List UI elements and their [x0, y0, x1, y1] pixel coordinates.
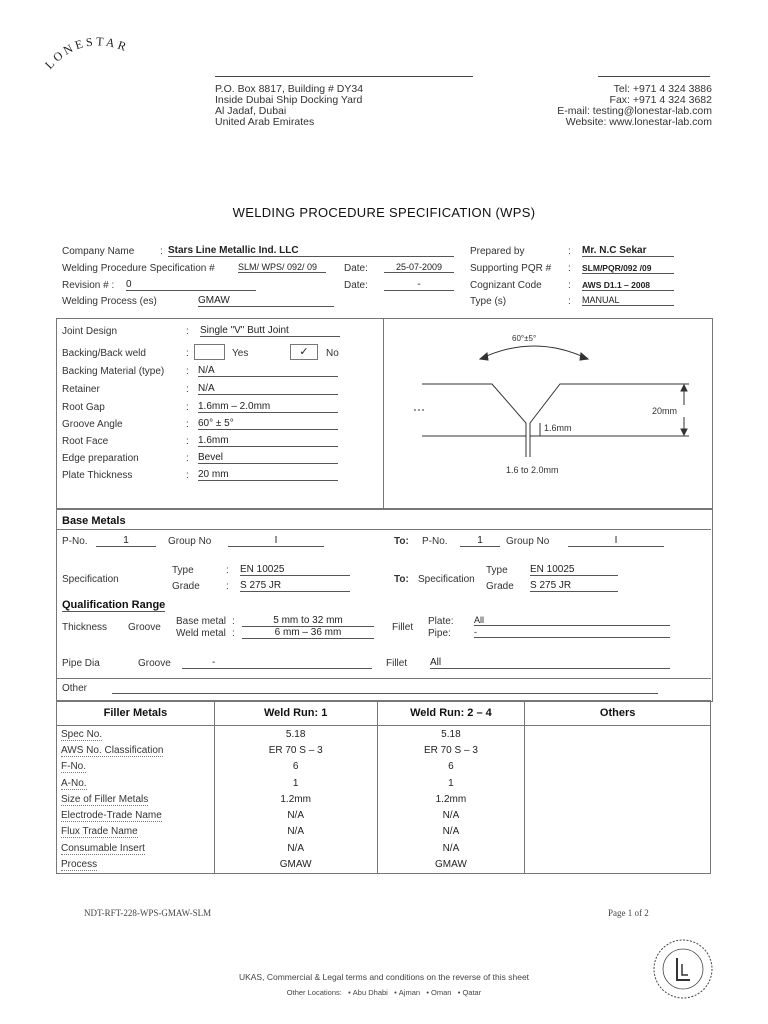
date-label: Date:	[344, 263, 368, 274]
grade-label-left: Grade	[172, 581, 200, 592]
retainer-value: N/A	[198, 383, 338, 395]
type-label-right: Type	[486, 565, 508, 576]
cell-ano-others	[525, 775, 711, 791]
colon: :	[186, 419, 189, 430]
backing-label: Backing/Back weld	[62, 348, 146, 359]
cell-electrode-label	[57, 807, 215, 823]
spec2-label: Specification	[418, 574, 475, 585]
colon: :	[226, 565, 229, 576]
contact-website: Website: www.lonestar-lab.com	[565, 116, 712, 128]
cell-ano-run1: 1	[214, 775, 377, 791]
prepared-value: Mr. N.C Sekar	[582, 245, 674, 257]
qualification-heading: Qualification Range	[62, 599, 166, 611]
svg-text:LONESTAR	[42, 34, 131, 72]
process-row-label: Process	[61, 859, 98, 871]
groove-angle-value: 60° ± 5°	[198, 418, 338, 430]
weld-metal-label: Weld metal	[176, 628, 226, 639]
cell-process-run2: GMAW	[377, 856, 525, 873]
groove2-value: -	[182, 657, 372, 669]
pno2-label: P-No.	[422, 536, 448, 547]
to-label: To:	[394, 536, 409, 547]
address-line: United Arab Emirates	[215, 116, 315, 128]
date2-value: -	[384, 279, 454, 291]
colon: :	[568, 280, 571, 291]
group2-value: I	[568, 535, 664, 547]
cell-size-run1: 1.2mm	[214, 791, 377, 807]
cell-flux-label	[57, 824, 215, 840]
date2-label: Date:	[344, 280, 368, 291]
cell-aws-label	[57, 742, 215, 758]
colon: :	[568, 296, 571, 307]
backing-yes-checkbox[interactable]	[194, 344, 225, 360]
spec-no-label: Spec No.	[61, 728, 103, 740]
table-row	[57, 807, 711, 823]
colon: :	[186, 326, 189, 337]
table-row	[57, 840, 711, 856]
colon: :	[232, 616, 235, 627]
pqr-label: Supporting PQR #	[470, 263, 552, 274]
edge-prep-value: Bevel	[198, 452, 338, 464]
address-line: Al Jadaf, Dubai	[215, 105, 287, 117]
retainer-label: Retainer	[62, 384, 100, 395]
yes-label: Yes	[232, 348, 249, 359]
pqr-value: SLM/PQR/092 /09	[582, 263, 674, 274]
plate-label: Plate:	[428, 616, 454, 627]
thickness-text: 20mm	[652, 406, 678, 416]
plate-thickness-value: 20 mm	[198, 469, 338, 481]
grade-value-right: S 275 JR	[530, 580, 618, 592]
backing-material-value: N/A	[198, 365, 338, 377]
root-gap-label: Root Gap	[62, 402, 105, 413]
colon: :	[186, 470, 189, 481]
other-value-line	[112, 693, 658, 694]
header-others: Others	[525, 701, 711, 726]
type-value-left: EN 10025	[240, 564, 350, 576]
colon: :	[568, 263, 571, 274]
location-item: Oman	[431, 988, 452, 997]
cell-fno-run1: 6	[214, 759, 377, 775]
root-face-value: 1.6mm	[198, 435, 338, 447]
group-label: Group No	[168, 536, 212, 547]
table-row	[57, 726, 711, 743]
plate-thickness-label: Plate Thickness	[62, 470, 133, 481]
table-row	[57, 759, 711, 775]
fno-label: F-No.	[61, 761, 86, 773]
wps-label: Welding Procedure Specification #	[62, 263, 215, 274]
flux-label: Flux Trade Name	[61, 826, 138, 838]
cell-spec-others	[525, 726, 711, 743]
address-line: P.O. Box 8817, Building # DY34	[215, 83, 364, 95]
colon: :	[226, 581, 229, 592]
colon: :	[186, 453, 189, 464]
table-row	[57, 856, 711, 873]
company-value: Stars Line Metallic Ind. LLC	[168, 245, 454, 257]
locations-label: Other Locations:	[286, 988, 342, 997]
code-label: Cognizant Code	[470, 280, 542, 291]
size-label: Size of Filler Metals	[61, 793, 149, 805]
ano-label: A-No.	[61, 777, 87, 789]
pno2-value: 1	[460, 535, 500, 547]
groove2-label: Groove	[138, 658, 171, 669]
contact-block	[557, 84, 712, 128]
cell-size-label	[57, 791, 215, 807]
table-row	[57, 742, 711, 758]
cell-flux-others	[525, 824, 711, 840]
group-value: I	[228, 535, 324, 547]
address-block	[215, 84, 363, 128]
pipe-value: -	[474, 627, 670, 638]
gap-text: 1.6 to 2.0mm	[506, 465, 559, 475]
type-value-right: EN 10025	[530, 564, 618, 576]
revision-label: Revision # :	[62, 280, 115, 291]
root-gap-value: 1.6mm – 2.0mm	[198, 401, 338, 413]
filler-metals-table	[56, 700, 711, 874]
cell-spec-label	[57, 726, 215, 743]
cell-fno-label	[57, 759, 215, 775]
plate-value: All	[474, 615, 670, 626]
grade-label-right: Grade	[486, 581, 514, 592]
spec-label: Specification	[62, 574, 119, 585]
cell-insert-label	[57, 840, 215, 856]
other-locations: Other Locations: • Abu Dhabi • Ajman • Oman • Qatar	[286, 988, 482, 997]
to2-label: To:	[394, 574, 409, 585]
other-label: Other	[62, 683, 88, 694]
company-label: Company Name	[62, 246, 135, 257]
cell-fno-run2: 6	[377, 759, 525, 775]
cell-flux-run1: N/A	[214, 824, 377, 840]
joint-label: Joint Design	[62, 326, 118, 337]
cell-aws-run1: ER 70 S – 3	[214, 742, 377, 758]
process-label: Welding Process (es)	[62, 296, 157, 307]
cell-electrode-others	[525, 807, 711, 823]
base-metals-rule	[56, 529, 711, 530]
colon: :	[186, 436, 189, 447]
fillet2-label: Fillet	[386, 658, 408, 669]
group2-label: Group No	[506, 536, 550, 547]
cell-process-others	[525, 856, 711, 873]
pno-value: 1	[96, 535, 156, 547]
cell-fno-others	[525, 759, 711, 775]
colon: :	[186, 366, 189, 377]
contact-email: E-mail: testing@lonestar-lab.com	[557, 105, 712, 117]
logo-text: LONESTAR	[42, 34, 131, 72]
pipe-dia-label: Pipe Dia	[62, 658, 100, 669]
edge-prep-label: Edge preparation	[62, 453, 139, 464]
lonestar-logo	[40, 18, 160, 78]
header-weld-run-2-4: Weld Run: 2 – 4	[377, 701, 525, 726]
cell-spec-run2: 5.18	[377, 726, 525, 743]
colon: :	[186, 348, 189, 359]
insert-label: Consumable Insert	[61, 842, 145, 854]
address-line: Inside Dubai Ship Docking Yard	[215, 94, 363, 106]
aws-label: AWS No. Classification	[61, 744, 164, 756]
colon: :	[568, 246, 571, 257]
colon: :	[186, 384, 189, 395]
base-metal-label: Base metal	[176, 616, 227, 627]
cell-insert-others	[525, 840, 711, 856]
header-weld-run-1: Weld Run: 1	[214, 701, 377, 726]
location-item: Ajman	[398, 988, 421, 997]
backing-no-checkbox[interactable]: ✓	[290, 344, 318, 360]
cell-ano-label	[57, 775, 215, 791]
joint-diagram	[384, 319, 710, 507]
angle-text: 60°±5°	[512, 334, 537, 343]
document-reference: NDT-RFT-228-WPS-GMAW-SLM	[84, 908, 212, 918]
cell-flux-run2: N/A	[377, 824, 525, 840]
type-label-left: Type	[172, 565, 194, 576]
backing-material-label: Backing Material (type)	[62, 366, 165, 377]
cell-insert-run2: N/A	[377, 840, 525, 856]
date-value: 25-07-2009	[384, 262, 454, 273]
electrode-label: Electrode-Trade Name	[61, 810, 162, 822]
location-item: Qatar	[462, 988, 482, 997]
base-metals-heading: Base Metals	[62, 515, 126, 527]
header-filler-metals: Filler Metals	[57, 701, 215, 726]
other-rule	[56, 678, 711, 679]
cell-electrode-run1: N/A	[214, 807, 377, 823]
document-title: WELDING PROCEDURE SPECIFICATION (WPS)	[232, 205, 536, 220]
thickness-label: Thickness	[62, 622, 108, 633]
cell-electrode-run2: N/A	[377, 807, 525, 823]
colon: :	[186, 402, 189, 413]
page-number: Page 1 of 2	[608, 908, 649, 918]
table-header-row	[57, 701, 711, 726]
code-value: AWS D1.1 – 2008	[582, 280, 674, 291]
no-label: No	[326, 348, 339, 359]
fillet2-value: All	[430, 657, 670, 669]
root-face-text: 1.6mm	[544, 423, 572, 433]
grade-value-left: S 275 JR	[240, 580, 350, 592]
cell-aws-others	[525, 742, 711, 758]
base-metal-value: 5 mm to 32 mm	[242, 615, 374, 627]
pipe-label: Pipe:	[428, 628, 451, 639]
joint-value: Single "V" Butt Joint	[200, 325, 340, 337]
type-value: MANUAL	[582, 295, 674, 306]
wps-value: SLM/ WPS/ 092/ 09	[238, 262, 326, 273]
cell-process-run1: GMAW	[214, 856, 377, 873]
root-face-label: Root Face	[62, 436, 109, 447]
cell-aws-run2: ER 70 S – 3	[377, 742, 525, 758]
weld-metal-value: 6 mm – 36 mm	[242, 627, 374, 639]
table-row	[57, 775, 711, 791]
table-row	[57, 791, 711, 807]
contact-fax: Fax: +971 4 324 3682	[609, 94, 712, 106]
prepared-label: Prepared by	[470, 246, 525, 257]
colon: :	[160, 246, 163, 257]
cell-size-run2: 1.2mm	[377, 791, 525, 807]
colon: :	[232, 628, 235, 639]
process-value: GMAW	[198, 295, 334, 307]
header-rule-right	[598, 76, 710, 77]
header-rule-left	[215, 76, 473, 77]
contact-tel: Tel: +971 4 324 3886	[613, 83, 712, 95]
terms-note: UKAS, Commercial & Legal terms and conditions on the reverse of this sheet	[238, 972, 530, 982]
cell-ano-run2: 1	[377, 775, 525, 791]
groove-label: Groove	[128, 622, 161, 633]
revision-value: 0	[126, 279, 256, 291]
table-row	[57, 824, 711, 840]
groove-angle-label: Groove Angle	[62, 419, 123, 430]
type-label: Type (s)	[470, 296, 507, 307]
pno-label: P-No.	[62, 536, 88, 547]
cell-insert-run1: N/A	[214, 840, 377, 856]
cell-size-others	[525, 791, 711, 807]
cell-spec-run1: 5.18	[214, 726, 377, 743]
fillet-label: Fillet	[392, 622, 414, 633]
location-item: Abu Dhabi	[352, 988, 388, 997]
cell-process-label	[57, 856, 215, 873]
